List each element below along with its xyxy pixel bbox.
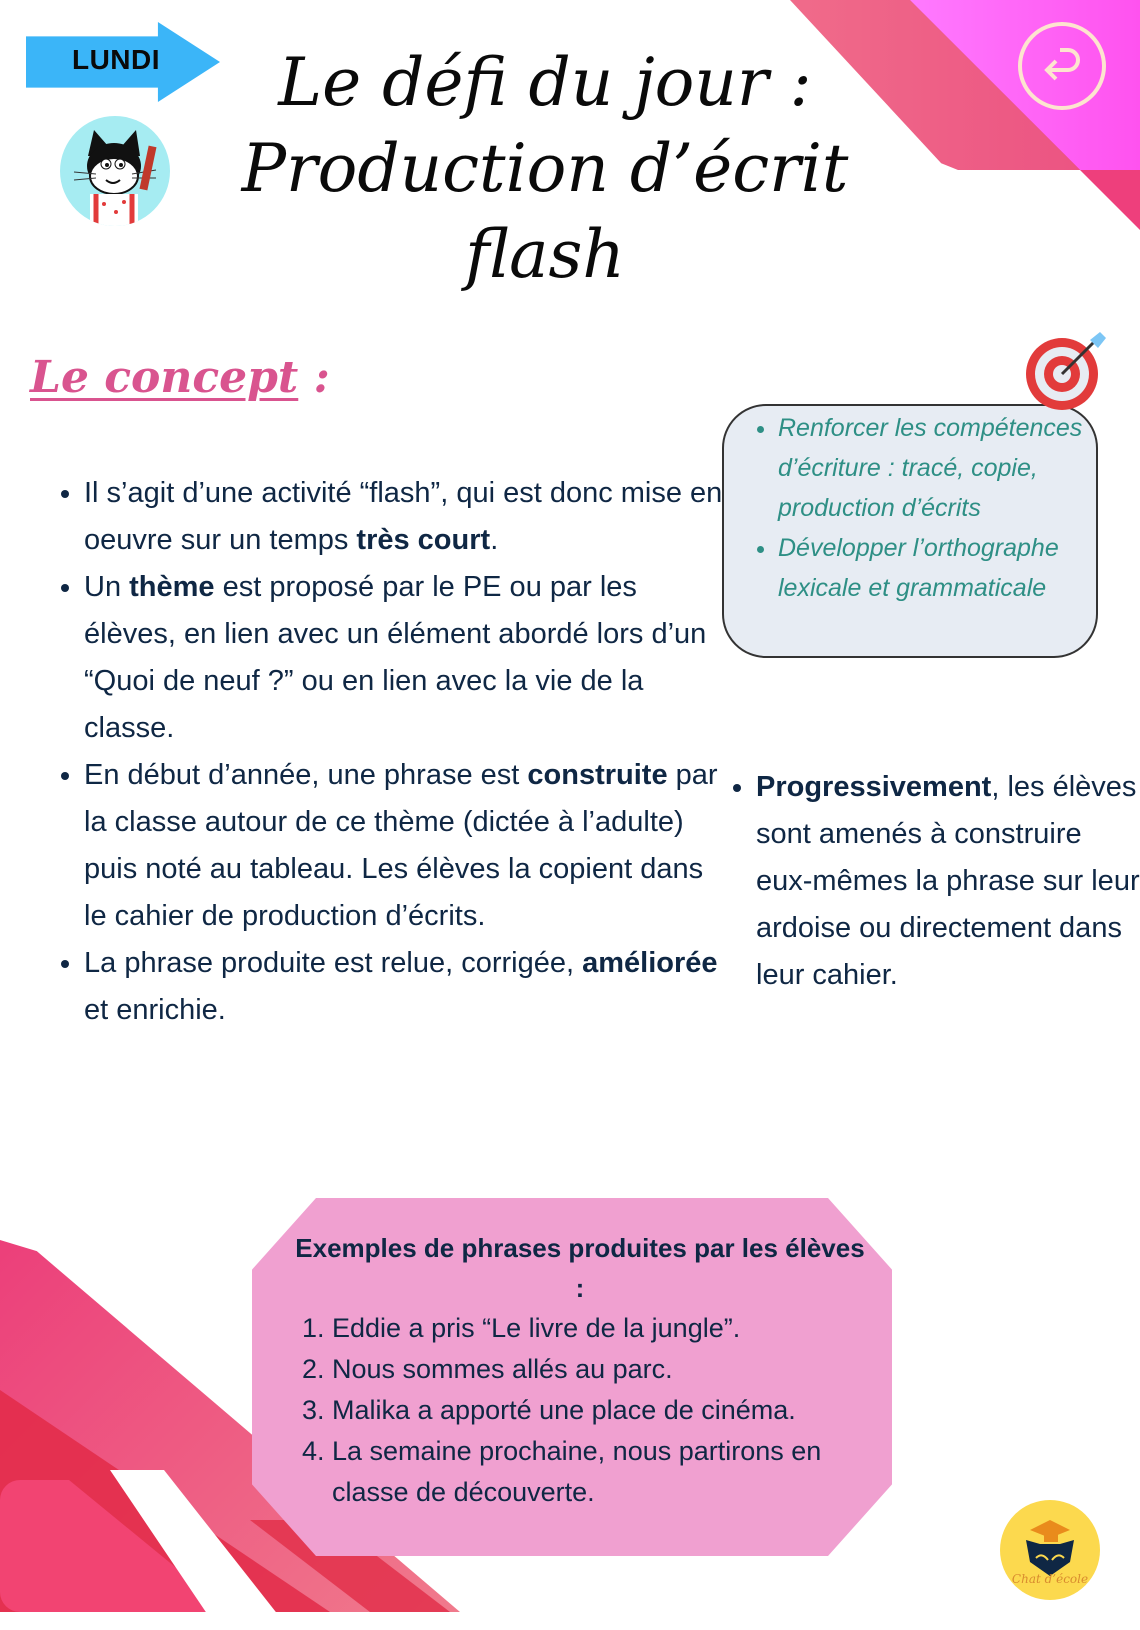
back-button[interactable] — [1018, 22, 1106, 110]
concept-item-text: La phrase produite est relue, corrigée, — [84, 947, 583, 979]
example-item: 1. Eddie a pris “Le livre de la jungle”. — [332, 1308, 892, 1349]
progression-item — [756, 764, 1140, 999]
concept-item-text: . — [490, 524, 499, 556]
concept-item-text: En début d’année, une phrase est — [84, 759, 528, 791]
page-title — [220, 40, 870, 298]
concept-heading — [30, 352, 330, 403]
concept-item-emphasis: très court — [356, 524, 491, 556]
concept-item-emphasis: thème — [129, 571, 215, 603]
target-icon — [1024, 330, 1108, 414]
brand-name: Chat d’école — [1011, 1572, 1089, 1586]
title-line-3: flash — [465, 216, 625, 293]
title-line-1: Le défi du jour : — [278, 44, 812, 121]
goal-item: • Développer l’orthographe lexicale et grammaticale — [778, 528, 1138, 608]
examples-list — [300, 1308, 892, 1513]
example-item: 3. Malika a apporté une place de cinéma. — [332, 1390, 892, 1431]
concept-item-emphasis: améliorée — [582, 947, 718, 979]
progression-emphasis: Progressivement — [756, 771, 992, 803]
concept-item — [84, 470, 724, 564]
concept-item-text: est proposé par le PE ou par les élèves, en lien avec un élément abordé lors d’un “Quoi de neuf ?” ou en lien avec la vie de la classe. — [84, 571, 707, 744]
concept-item-text: par la classe autour de ce thème (dictée à l’adulte) puis noté au tableau. Les élèves la copient dans le cahier de production d’écrits. — [84, 759, 718, 932]
concept-item-emphasis: construite — [527, 759, 668, 791]
cat-mascot-avatar — [60, 116, 170, 226]
concept-item-text: Il s’agit d’une activité “flash”, qui est donc mise en oeuvre sur un temps — [84, 477, 723, 556]
examples-title: Exemples de phrases produites par les élèves : — [295, 1233, 865, 1303]
concept-item — [84, 564, 724, 752]
example-item: 2. Nous sommes allés au parc. — [332, 1349, 892, 1390]
cat-mascot-icon — [60, 116, 170, 226]
concept-item-text: Un — [84, 571, 130, 603]
concept-item — [84, 752, 724, 940]
goals-list — [752, 408, 1138, 608]
title-line-2: Production d’écrit — [241, 130, 849, 207]
concept-heading-colon: : — [298, 352, 330, 403]
progression-list — [720, 764, 1140, 999]
example-item: 4. La semaine prochaine, nous partirons en classe de découverte. — [332, 1431, 892, 1513]
day-label: LUNDI — [71, 44, 161, 75]
progression-text: , les élèves sont amenés à construire eux-mêmes la phrase sur leur ardoise ou directement dans leur cahier. — [756, 771, 1140, 991]
concept-item — [84, 940, 724, 1034]
concept-item-text: et enrichie. — [84, 994, 226, 1026]
goal-item: • Renforcer les compétences d’écriture : tracé, copie, production d’écrits — [778, 408, 1138, 528]
return-arrow-icon — [1036, 40, 1088, 92]
concept-heading-text: Le concept — [30, 352, 299, 403]
concept-list — [50, 470, 724, 1034]
